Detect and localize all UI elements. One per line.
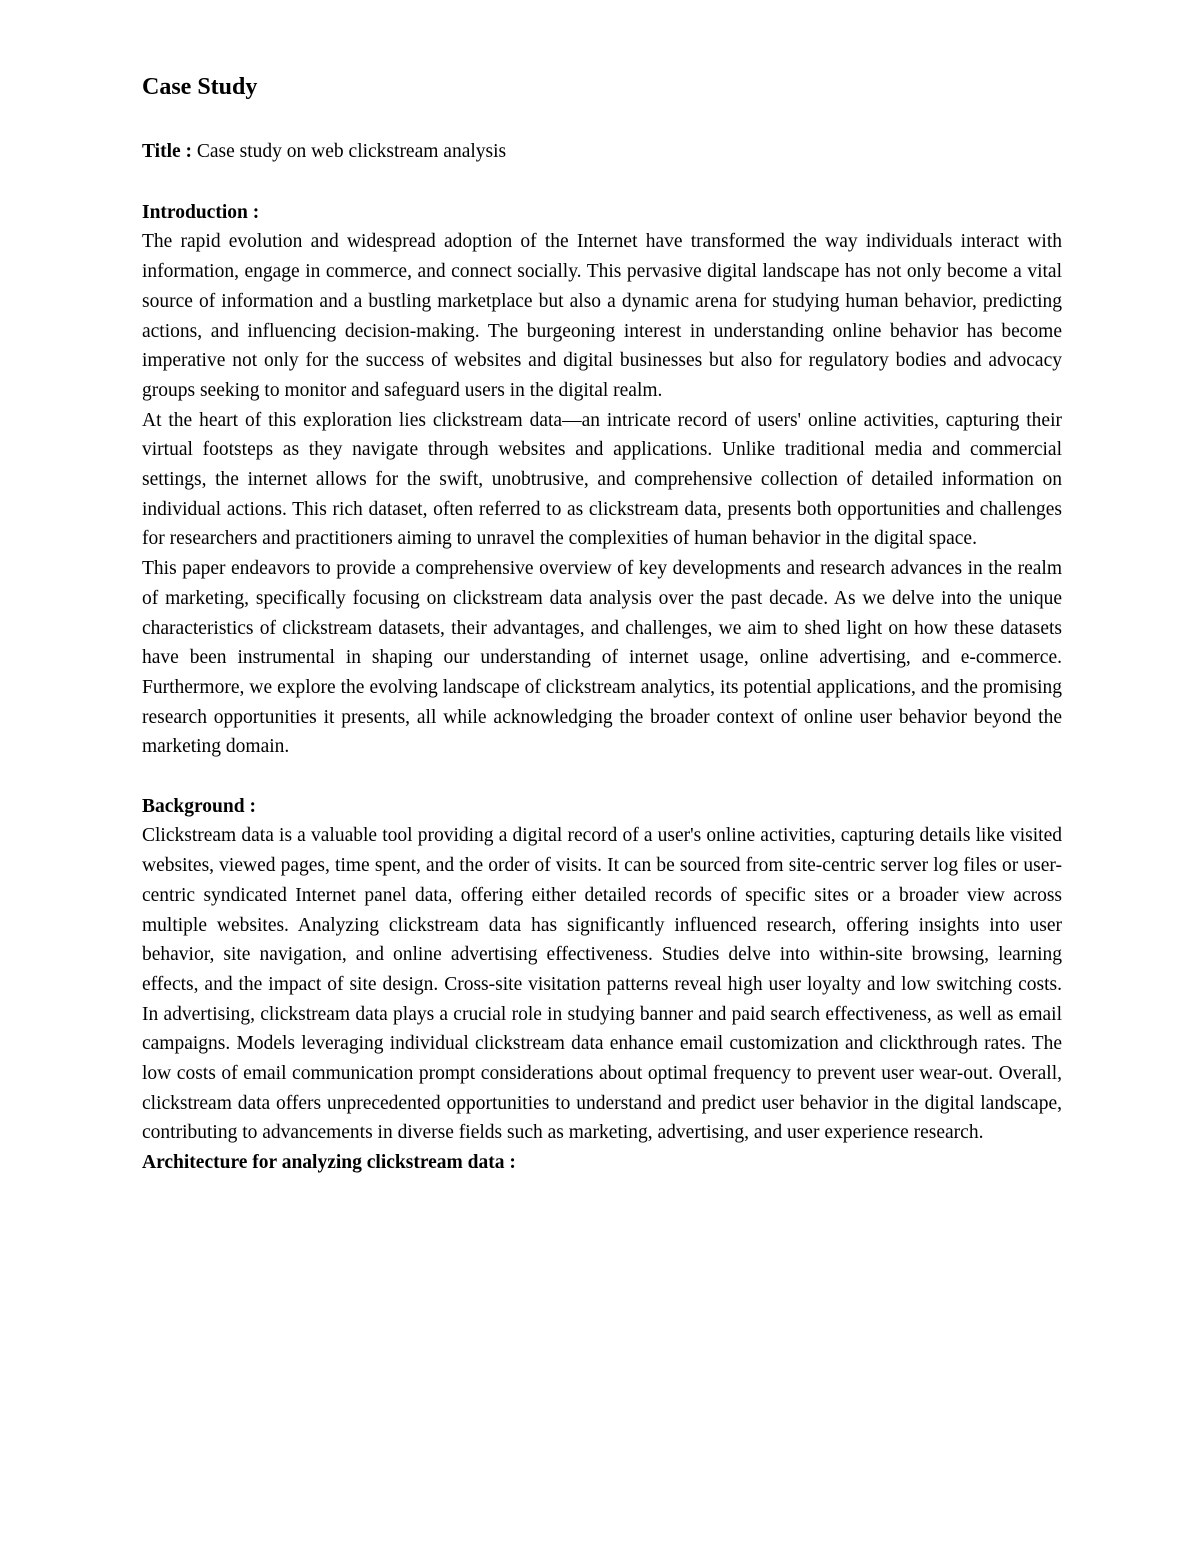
title-line <box>142 137 1062 167</box>
architecture-heading: Architecture for analyzing clickstream data : <box>142 1152 516 1174</box>
section-background <box>142 792 1062 1148</box>
section-architecture <box>142 1148 1062 1178</box>
title-label: Title : <box>142 141 193 162</box>
introduction-paragraph-2: At the heart of this exploration lies clickstream data—an intricate record of users' online activities, capturing their virtual footsteps as they navigate through websites and applications. Unlike traditional media and commercial settings, the internet allows for the swift, unobtrusive, and comprehensive collection of detailed information on individual actions. This rich dataset, often referred to as clickstream data, presents both opportunities and challenges for researchers and practitioners aiming to unravel the complexities of human behavior in the digital space. <box>142 409 1062 550</box>
introduction-paragraph-3: This paper endeavors to provide a comprehensive overview of key developments and research advances in the realm of marketing, specifically focusing on clickstream data analysis over the past decade. As we delve into the unique characteristics of clickstream datasets, their advantages, and challenges, we aim to shed light on how these datasets have been instrumental in shaping our understanding of internet usage, online advertising, and e-commerce. Furthermore, we explore the evolving landscape of clickstream analytics, its potential applications, and the promising research opportunities it presents, all while acknowledging the broader context of online user behavior beyond the marketing domain. <box>142 558 1062 758</box>
introduction-paragraph-1: The rapid evolution and widespread adoption of the Internet have transformed the way individuals interact with information, engage in commerce, and connect socially. This pervasive digital landscape has not only become a vital source of information and a bustling marketplace but also a dynamic arena for studying human behavior, predicting actions, and influencing decision-making. The burgeoning interest in understanding online behavior has become imperative not only for the success of websites and digital businesses but also for regulatory bodies and advocacy groups seeking to monitor and safeguard users in the digital realm. <box>142 231 1062 401</box>
title-value: Case study on web clickstream analysis <box>196 141 507 162</box>
background-paragraph-1: Clickstream data is a valuable tool providing a digital record of a user's online activities, capturing details like visited websites, viewed pages, time spent, and the order of visits. It can be sourced from site-centric server log files or user-centric syndicated Internet panel data, offering either detailed records of specific sites or a broader view across multiple websites. Analyzing clickstream data has significantly influenced research, offering insights into user behavior, site navigation, and online advertising effectiveness. Studies delve into within-site browsing, learning effects, and the impact of site design. Cross-site visitation patterns reveal high user loyalty and low switching costs. In advertising, clickstream data plays a crucial role in studying banner and paid search effectiveness, as well as email campaigns. Models leveraging individual clickstream data enhance email customization and clickthrough rates. The low costs of email communication prompt considerations about optimal frequency to prevent user wear-out. Overall, clickstream data offers unprecedented opportunities to understand and predict user behavior in the digital landscape, contributing to advancements in diverse fields such as marketing, advertising, and user experience research. <box>142 825 1062 1144</box>
section-introduction <box>142 198 1062 762</box>
introduction-heading: Introduction : <box>142 201 260 223</box>
section-spacer <box>142 762 1062 792</box>
document-heading: Case Study <box>142 74 258 100</box>
document-page <box>142 70 1062 1178</box>
background-heading: Background : <box>142 795 256 817</box>
